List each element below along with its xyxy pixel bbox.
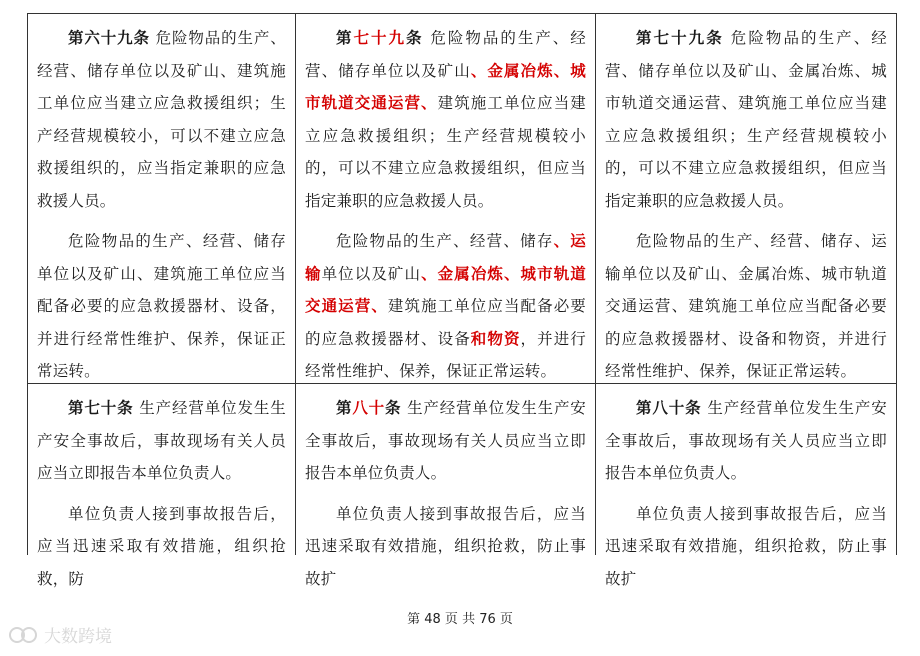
article-paragraph bbox=[37, 22, 286, 217]
article-paragraph bbox=[305, 22, 586, 217]
text-run: 危险物品的生产、经营、储存单位以及矿山、建筑施工单位应当配备必要的应急救援器材、设备，并进行经常性维护、保养，保证正常运转。 bbox=[37, 232, 286, 380]
table-row bbox=[28, 384, 896, 588]
text-run: 危险物品的生产、经营、储存 bbox=[336, 232, 554, 250]
text-run: 危险物品的生产、经营、储存单位以及矿山 bbox=[305, 29, 586, 80]
text-run: ，并进行经常性维护、保养，保证正常运转。 bbox=[305, 329, 586, 380]
text-run: 生产经营单位发生生产安全事故后，事故现场有关人员应当立即报告本单位负责人。 bbox=[37, 399, 286, 482]
comparison-table bbox=[27, 13, 897, 588]
article-paragraph bbox=[37, 225, 286, 388]
article-paragraph bbox=[305, 225, 586, 388]
page-number: 第 48 页 共 76 页 bbox=[407, 612, 513, 627]
watermark-text: 大数跨境 bbox=[44, 627, 112, 647]
text-run: 单位负责人接到事故报告后，应当迅速采取有效措施，组织抢救，防止事故扩 bbox=[605, 504, 887, 588]
article-paragraph bbox=[305, 498, 586, 596]
amended-text: 八十 bbox=[352, 399, 385, 417]
text-run: 第七十九条 bbox=[636, 29, 724, 47]
text-run: 单位以及矿山 bbox=[321, 264, 422, 283]
watermark bbox=[8, 622, 112, 647]
text-run: 单位负责人接到事故报告后，应当迅速采取有效措施，组织抢救，防 bbox=[37, 504, 286, 588]
text-run: 第 bbox=[336, 399, 353, 417]
logo-icon bbox=[8, 624, 38, 646]
text-run: 危险物品的生产、经营、储存单位以及矿山、建筑施工单位应当建立应急救援组织；生产经营规模较小，可以不建立应急救援组织的，应当指定兼职的应急救援人员。 bbox=[37, 29, 286, 210]
text-run: 条 bbox=[405, 29, 424, 47]
article-paragraph bbox=[37, 392, 286, 490]
table-row bbox=[28, 14, 896, 384]
text-run: 危险物品的生产、经营、储存单位以及矿山、金属冶炼、城市轨道交通运营、建筑施工单位应当建立应急救援组织；生产经营规模较小的，可以不建立应急救援组织，但应当指定兼职的应急救援人员。 bbox=[605, 29, 887, 210]
table-cell-original bbox=[28, 384, 296, 588]
text-run: 第六十九条 bbox=[68, 29, 150, 47]
text-run: 生产经营单位发生生产安全事故后，事故现场有关人员应当立即报告本单位负责人。 bbox=[305, 399, 587, 482]
article-paragraph bbox=[305, 392, 586, 490]
amended-text: 、金属冶炼、城市轨道交通运营、 bbox=[305, 61, 586, 112]
text-run: 生产经营单位发生生产安全事故后，事故现场有关人员应当立即报告本单位负责人。 bbox=[605, 399, 888, 482]
article-paragraph bbox=[605, 392, 887, 490]
amended-text: 和物资 bbox=[470, 329, 521, 348]
article-paragraph bbox=[605, 225, 887, 388]
article-paragraph bbox=[605, 498, 887, 596]
amended-text: 、金属冶炼、城市轨道交通运营、 bbox=[305, 264, 586, 315]
amended-text: 七十九 bbox=[353, 29, 406, 47]
amended-text: 、运输 bbox=[305, 232, 586, 283]
text-run: 建筑施工单位应当配备必要的应急救援器材、设备 bbox=[305, 297, 586, 348]
table-cell-original bbox=[28, 14, 296, 383]
text-run: 建筑施工单位应当建立应急救援组织；生产经营规模较小的，可以不建立应急救援组织，但应当指定兼职的应急救援人员。 bbox=[305, 94, 586, 210]
text-run: 单位负责人接到事故报告后，应当迅速采取有效措施，组织抢救，防止事故扩 bbox=[305, 504, 586, 588]
text-run: 条 bbox=[384, 399, 402, 417]
text-run: 第七十条 bbox=[68, 399, 134, 417]
table-cell-revised-marked bbox=[296, 384, 596, 588]
text-run: 第八十条 bbox=[636, 399, 702, 417]
table-cell-revised-clean bbox=[596, 14, 896, 383]
article-paragraph bbox=[605, 22, 887, 217]
text-run: 第 bbox=[336, 29, 354, 47]
table-cell-revised-clean bbox=[596, 384, 896, 588]
article-paragraph bbox=[37, 498, 286, 596]
text-run: 危险物品的生产、经营、储存、运输单位以及矿山、金属冶炼、城市轨道交通运营、建筑施工单位应当配备必要的应急救援器材、设备和物资，并进行经常性维护、保养，保证正常运转。 bbox=[605, 232, 887, 380]
table-cell-revised-marked bbox=[296, 14, 596, 383]
